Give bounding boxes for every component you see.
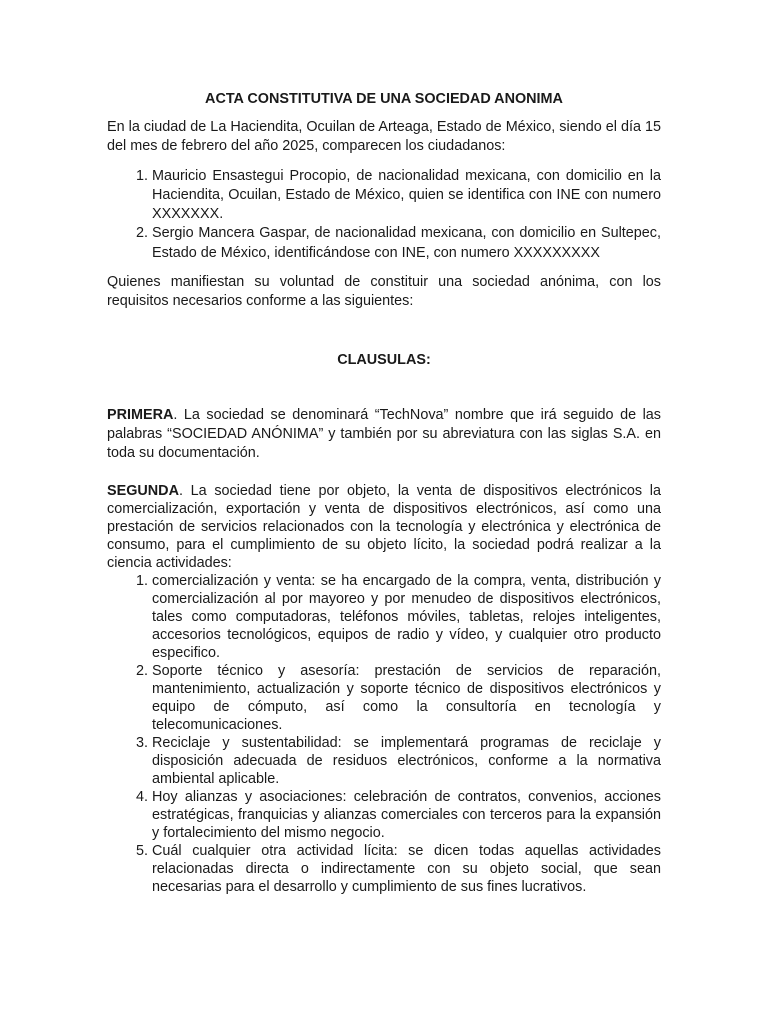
clausula-label: PRIMERA bbox=[107, 406, 174, 423]
actividades-list bbox=[107, 572, 661, 896]
clausula-primera bbox=[107, 406, 661, 464]
list-item: 1. comercialización y venta: se ha encargado de la compra, venta, distribución y comercialización al por mayoreo y por menudeo de dispositivos electrónicos, tales como computadoras, teléfonos móviles, tabletas, relojes inteligentes, accesorios tecnológicos, equipos de radio y vídeo, y cualquier otro producto especifico. bbox=[152, 572, 661, 662]
clausula-text: . La sociedad se denominará “TechNova” nombre que irá seguido de las palabras “SOCIEDAD ANÓNIMA” y también por su abreviatura con las siglas S.A. en toda su documentación. bbox=[107, 406, 661, 462]
clausula-label: SEGUNDA bbox=[107, 482, 179, 499]
list-item: 2. Sergio Mancera Gaspar, de nacionalidad mexicana, con domicilio en Sultepec, Estado de México, identificándose con INE, con numero XXXXXXXXX bbox=[152, 224, 661, 263]
list-item: 3. Reciclaje y sustentabilidad: se implementará programas de reciclaje y disposición adecuada de residuos electrónicos, conforme a la normativa ambiental aplicable. bbox=[152, 734, 661, 788]
clausulas-heading: CLAUSULAS: bbox=[337, 351, 431, 368]
clausula-text: . La sociedad tiene por objeto, la venta de dispositivos electrónicos la comercialización, exportación y venta de dispositivos electrónicos, así como una prestación de servicios relacionados con la tecnología y electrónica y electrónica de consumo, para el cumplimiento de su objeto lícito, la sociedad podrá realizar a la ciencia actividades: bbox=[107, 482, 661, 571]
list-item: 2. Soporte técnico y asesoría: prestación de servicios de reparación, mantenimiento, actualización y soporte técnico de dispositivos electrónicos y equipo de cómputo, así como la consultoría en tecnología y telecomunicaciones. bbox=[152, 662, 661, 734]
comparecientes-list bbox=[107, 167, 661, 263]
voluntad-paragraph: Quienes manifiestan su voluntad de constituir una sociedad anónima, con los requisitos necesarios conforme a las siguientes: bbox=[107, 274, 661, 310]
list-item: 1. Mauricio Ensastegui Procopio, de nacionalidad mexicana, con domicilio en la Haciendita, Ocuilan, Estado de México, quien se identifica con INE con numero XXXXXXX. bbox=[152, 167, 661, 225]
list-item: 4. Hoy alianzas y asociaciones: celebración de contratos, convenios, acciones estratégicas, franquicias y alianzas comerciales con terceros para la expansión y fortalecimiento del mismo negocio. bbox=[152, 788, 661, 842]
clausula-segunda bbox=[107, 482, 661, 572]
document-page bbox=[107, 88, 661, 896]
document-title: ACTA CONSTITUTIVA DE UNA SOCIEDAD ANONIMA bbox=[205, 91, 563, 107]
list-item: 5. Cuál cualquier otra actividad lícita: se dicen todas aquellas actividades relacionadas directa o indirectamente con su objeto social, que sean necesarias para el desarrollo y cumplimiento de sus fines lucrativos. bbox=[152, 842, 661, 896]
intro-paragraph: En la ciudad de La Haciendita, Ocuilan de Arteaga, Estado de México, siendo el día 15 del mes de febrero del año 2025, comparecen los ciudadanos: bbox=[107, 119, 661, 155]
